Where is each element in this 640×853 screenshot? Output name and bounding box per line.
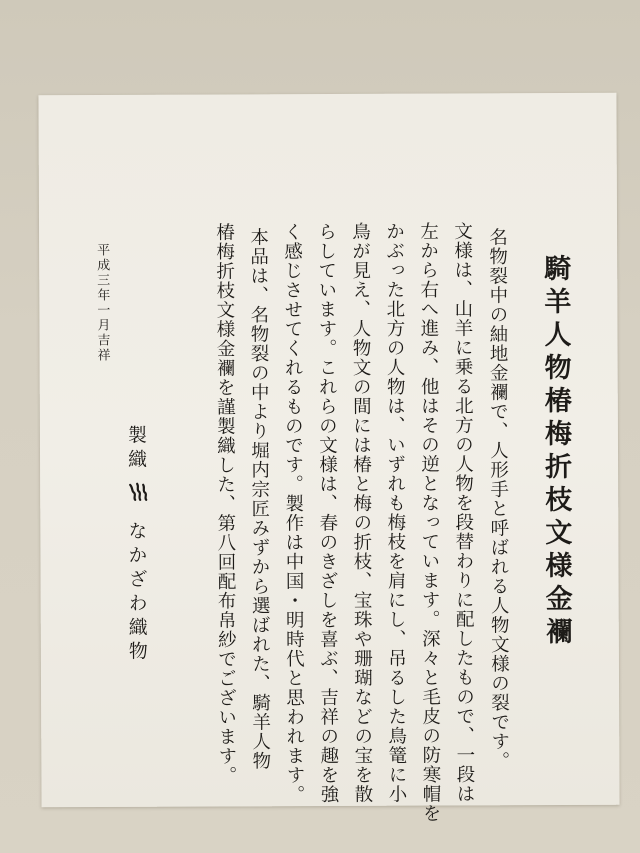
- body-line-4: かぶった北方の人物は、いずれも梅枝を肩にし、吊るした鳥篭に小: [383, 221, 408, 804]
- maker-label: 製織: [124, 424, 148, 473]
- body-line-6: らしています。これらの文様は、春のきざしを喜ぶ、吉祥の趣を強: [315, 221, 340, 805]
- maker-name: なかざわ織物: [125, 520, 148, 665]
- body-line-5: 鳥が見え、人物文の間には椿と梅の折枝、宝珠や珊瑚などの宝を散: [349, 221, 374, 804]
- body-line-7: く感じさせてくれるものです。製作は中国・明時代と思われます。: [281, 222, 306, 805]
- document-paper: [38, 93, 619, 824]
- body-line-8: 本品は、名物裂の中より堀内宗匠みずから選ばれた、騎羊人物: [247, 227, 271, 771]
- body-line-2: 文様は、山羊に乗る北方の人物を段替わりに配したもので、一段は: [451, 221, 476, 804]
- date-text: 平成三年一月吉祥: [94, 242, 110, 364]
- body-line-1: 名物裂中の紬地金襴で、人形手と呼ばれる人物文様の裂です。: [486, 227, 510, 771]
- body-line-9: 椿梅折枝文様金襴を謹製織した、第八回配布帛紗でございます。: [213, 222, 237, 786]
- body-line-3: 左から右へ進み、他はその逆となっています。深々と毛皮の防寒帽を: [417, 221, 442, 824]
- document-title: 騎羊人物椿梅折枝文様金襴: [539, 253, 572, 651]
- maker-seal-icon: [127, 482, 149, 502]
